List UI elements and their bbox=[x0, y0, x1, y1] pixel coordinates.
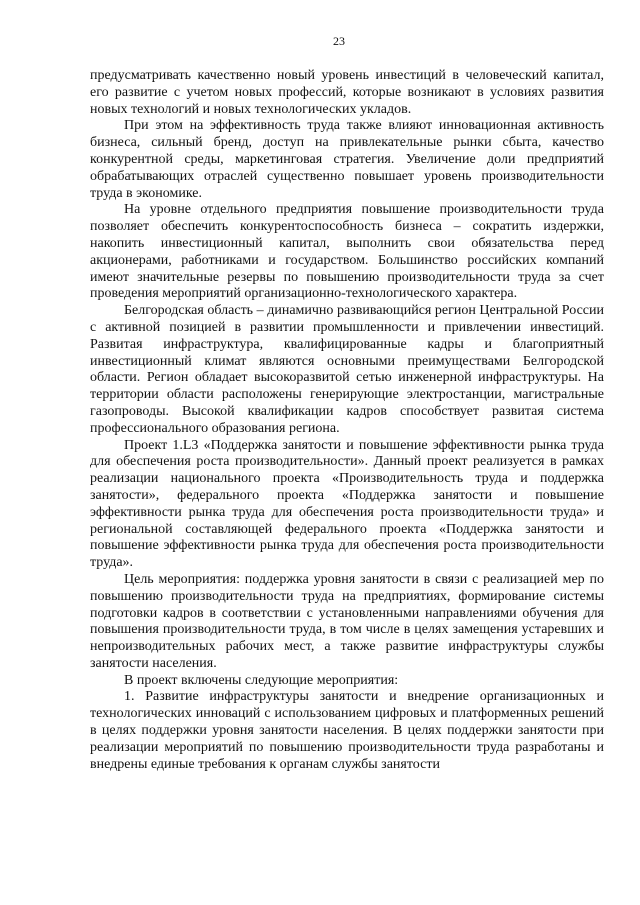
paragraph-measures-intro: В проект включены следующие мероприятия: bbox=[124, 672, 399, 688]
document-body bbox=[90, 68, 604, 773]
paragraph-enterprise-level: На уровне отдельного предприятия повышение производительности труда позволяет обеспечить конкурентоспособность бизнеса – сократить издержки, накопить инвестиционный капитал, выполнить свои обязательства перед акционерами, работниками и государством. Большинство российских компаний имеют значительные резервы по повышению производительности труда за счет проведения мероприятий организационно-технологического характера. bbox=[90, 202, 604, 302]
page-number: 23 bbox=[333, 34, 345, 48]
paragraph-measure-1: 1. Развитие инфраструктуры занятости и внедрение организационных и технологических инноваций с использованием цифровых и платформенных решений в целях поддержки уровня занятости населения. В целях поддержки занятости при реализации мероприятий по повышению производительности труда разработаны и внедрены единые требования к органам службы занятости bbox=[90, 689, 604, 772]
paragraph-belgorod-region: Белгородская область – динамично развивающийся регион Центральной России с активной позицией в развитии промышленности и привлечении инвестиций. Развитая инфраструктура, квалифицированные кадры и благоприятный инвестиционный климат являются основными преимуществами Белгородской области. Регион обладает высокоразвитой сетью инженерной инфраструктуры. На территории области расположены генерирующие электростанции, магистральные газопроводы. Высокой квалификации кадров способствует развитая система профессионального образования региона. bbox=[90, 303, 604, 436]
paragraph-project-1l3: Проект 1.L3 «Поддержка занятости и повышение эффективности рынка труда для обеспечения роста производительности». Данный проект реализуется в рамках реализации национального проекта «Производительность труда и поддержка занятости», федерального проекта «Поддержка занятости и повышение эффективности рынка труда для обеспечения роста производительности труда» и региональной составляющей федерального проекта «Поддержка занятости и повышение эффективности рынка труда для обеспечения роста производительности труда». bbox=[90, 437, 604, 571]
paragraph-goal: Цель мероприятия: поддержка уровня занятости в связи с реализацией мер по повышению производительности труда на предприятиях, формирование системы подготовки кадров в соответствии с установленными направлениями обучения для повышения производительности труда, в том числе в целях замещения устаревших и непроизводительных рабочих мест, а также развитие инфраструктуры службы занятости населения. bbox=[90, 571, 604, 671]
paragraph-labor-efficiency-factors: При этом на эффективность труда также влияют инновационная активность бизнеса, сильный бренд, доступ на привлекательные рынки сбыта, качество конкурентной среды, маркетинговая стратегия. Увеличение доли предприятий обрабатывающих отраслей существенно повышает уровень производительности труда в экономике. bbox=[90, 118, 604, 201]
paragraph-continuation: предусматривать качественно новый уровень инвестиций в человеческий капитал, его развитие с учетом новых профессий, которые возникают в условиях развития новых технологий и новых технологических укладов. bbox=[90, 68, 604, 117]
